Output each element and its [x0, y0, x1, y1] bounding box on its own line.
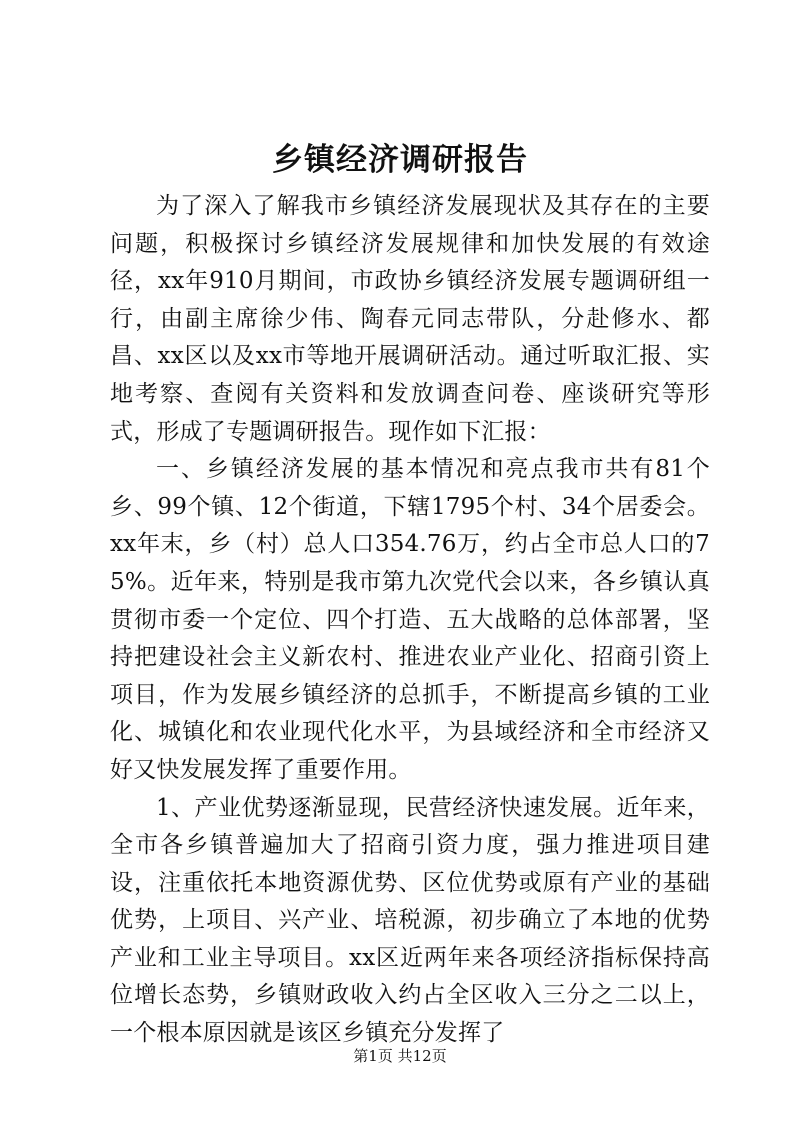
document-title: 乡镇经济调研报告 [272, 142, 528, 178]
paragraph-intro: 为了深入了解我市乡镇经济发展现状及其存在的主要问题，积极探讨乡镇经济发展规律和加快发展的有效途径，xx年910月期间，市政协乡镇经济发展专题调研组一行，由副主席徐少伟、陶春元同志带队，分赴修水、都昌、xx区以及xx市等地开展调研活动。通过听取汇报、实地考察、查阅有关资料和发放调查问卷、座谈研究等形式，形成了专题调研报告。现作如下汇报： [110, 193, 710, 445]
page-number-footer: 第1页 共12页 [353, 1047, 447, 1065]
document-body [110, 188, 710, 1053]
paragraph-industry-advantage: 1、产业优势逐渐显现，民营经济快速发展。近年来，全市各乡镇普遍加大了招商引资力度，强力推进项目建设，注重依托本地资源优势、区位优势或原有产业的基础优势，上项目、兴产业、培税源，初步确立了本地的优势产业和工业主导项目。xx区近两年来各项经济指标保持高位增长态势，乡镇财政收入约占全区收入三分之二以上，一个根本原因就是该区乡镇充分发挥了 [110, 794, 710, 1047]
paragraph-basic-situation: 一、乡镇经济发展的基本情况和亮点我市共有81个乡、99个镇、12个街道，下辖1795个村、34个居委会。xx年末，乡（村）总人口354.76万，约占全市总人口的75%。近年来，特别是我市第九次党代会以来，各乡镇认真贯彻市委一个定位、四个打造、五大战略的总体部署，坚持把建设社会主义新农村、推进农业产业化、招商引资上项目，作为发展乡镇经济的总抓手，不断提高乡镇的工业化、城镇化和农业现代化水平，为县域经济和全市经济又好又快发展发挥了重要作用。 [110, 456, 710, 783]
